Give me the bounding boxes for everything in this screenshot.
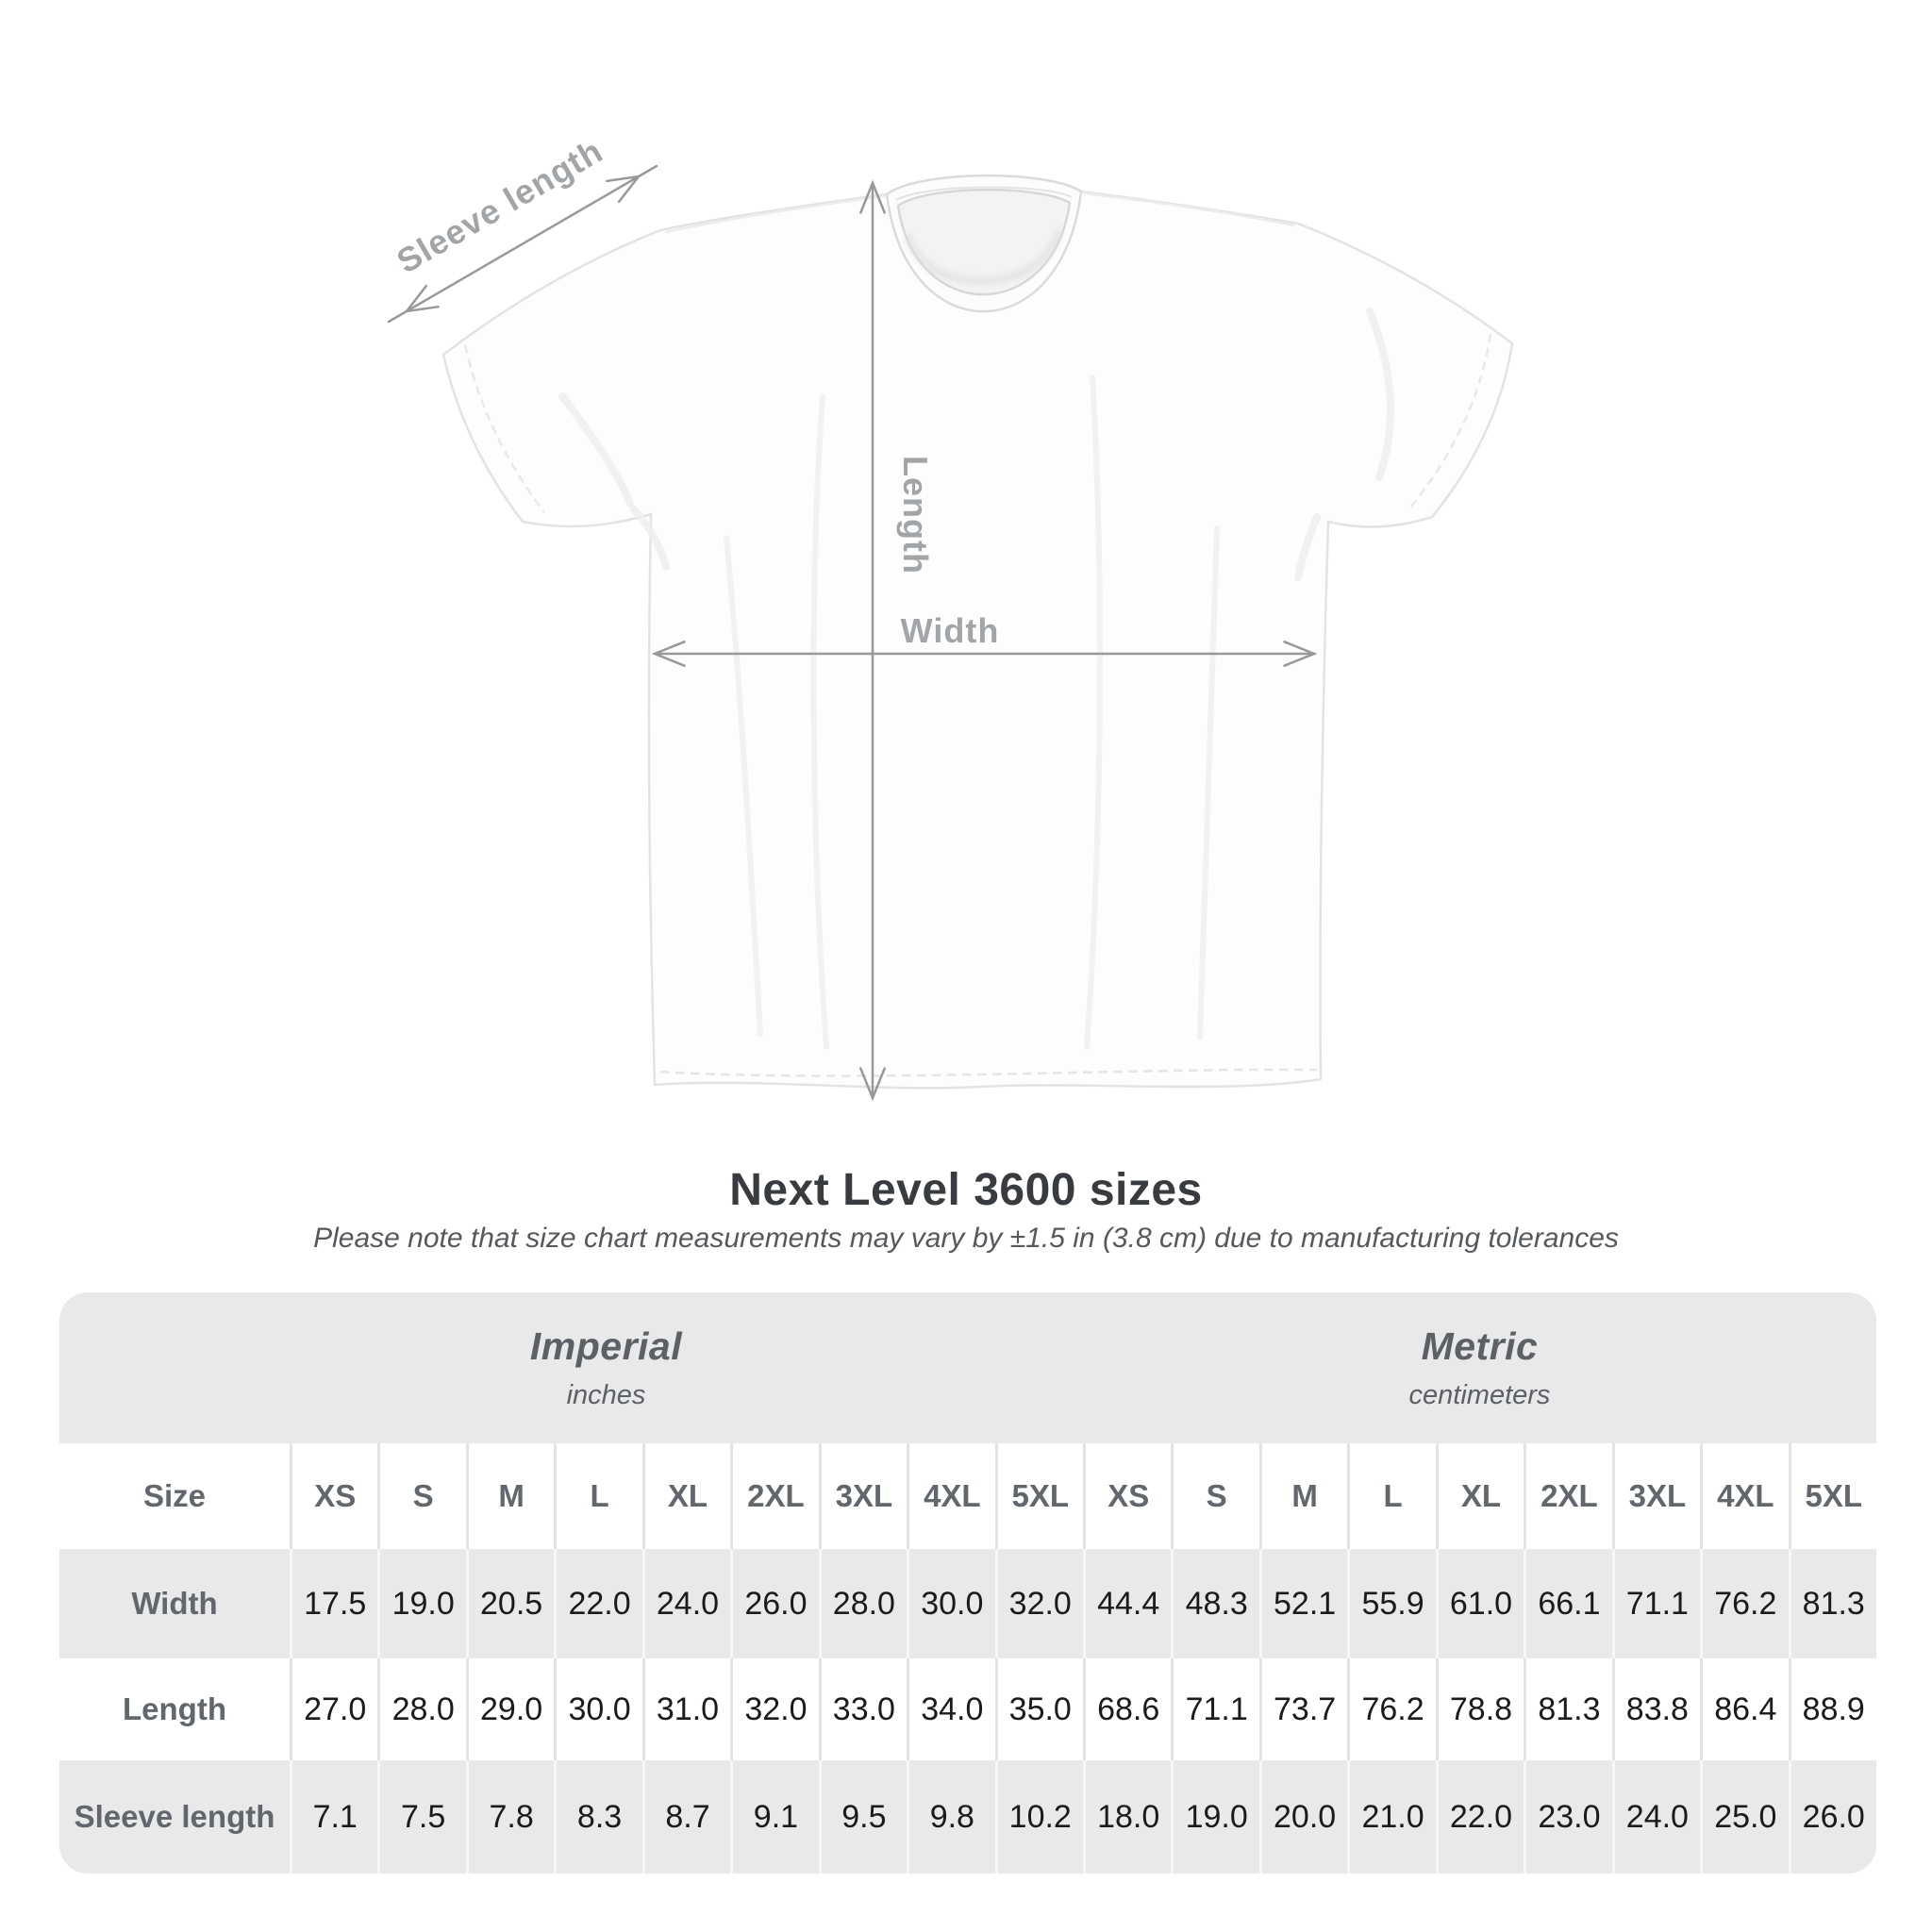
value-cell-imperial: 22.0 [554, 1549, 641, 1658]
value-cell-imperial: 31.0 [642, 1658, 730, 1760]
row-label: Width [131, 1586, 218, 1621]
value-cell-metric: 23.0 [1524, 1760, 1611, 1874]
size-col-header-metric: 3XL [1612, 1443, 1700, 1549]
value-cell-metric: 86.4 [1700, 1658, 1788, 1760]
value-cell-metric: 76.2 [1347, 1658, 1435, 1760]
value-cell-metric: 20.0 [1259, 1760, 1347, 1874]
value-cell-imperial: 9.1 [730, 1760, 818, 1874]
size-col-header-metric: 4XL [1700, 1443, 1788, 1549]
row-label: Sleeve length [74, 1799, 275, 1834]
value-cell-metric: 21.0 [1347, 1760, 1435, 1874]
metric-sublabel: centimeters [1408, 1380, 1551, 1410]
metric-label: Metric [1421, 1324, 1539, 1368]
value-cell-metric: 26.0 [1789, 1760, 1876, 1874]
size-row-header: Size [59, 1443, 290, 1549]
value-cell-imperial: 17.5 [290, 1549, 377, 1658]
size-col-header-metric: L [1347, 1443, 1435, 1549]
value-cell-metric: 68.6 [1083, 1658, 1171, 1760]
value-cell-imperial: 32.0 [730, 1658, 818, 1760]
size-col-header-metric: 5XL [1789, 1443, 1876, 1549]
size-col-header-imperial: 5XL [995, 1443, 1083, 1549]
value-cell-imperial: 24.0 [642, 1549, 730, 1658]
value-cell-imperial: 28.0 [819, 1549, 907, 1658]
value-cell-imperial: 27.0 [290, 1658, 377, 1760]
value-cell-metric: 18.0 [1083, 1760, 1171, 1874]
size-col-header-imperial: 4XL [907, 1443, 994, 1549]
size-col-header-imperial: XS [290, 1443, 377, 1549]
value-cell-metric: 22.0 [1436, 1760, 1524, 1874]
size-col-header-metric: M [1259, 1443, 1347, 1549]
value-cell-metric: 76.2 [1700, 1549, 1788, 1658]
sleeve-length-label: Sleeve length [390, 130, 609, 281]
value-cell-metric: 52.1 [1259, 1549, 1347, 1658]
page-subtitle: Please note that size chart measurements may vary by ±1.5 in (3.8 cm) due to manufacturing tolerances [313, 1223, 1619, 1254]
size-col-header-metric: XL [1436, 1443, 1524, 1549]
size-col-header-imperial: XL [642, 1443, 730, 1549]
value-cell-metric: 83.8 [1612, 1658, 1700, 1760]
size-col-header-metric: XS [1083, 1443, 1171, 1549]
imperial-sublabel: inches [566, 1380, 646, 1410]
size-col-header-imperial: 2XL [730, 1443, 818, 1549]
size-col-header-imperial: S [377, 1443, 465, 1549]
size-col-header-metric: S [1171, 1443, 1258, 1549]
value-cell-metric: 66.1 [1524, 1549, 1611, 1658]
value-cell-metric: 78.8 [1436, 1658, 1524, 1760]
value-cell-imperial: 7.1 [290, 1760, 377, 1874]
value-cell-imperial: 26.0 [730, 1549, 818, 1658]
size-col-header-imperial: M [466, 1443, 554, 1549]
size-chart-table [59, 1292, 1876, 1874]
value-cell-imperial: 32.0 [995, 1549, 1083, 1658]
value-cell-imperial: 35.0 [995, 1658, 1083, 1760]
value-cell-metric: 24.0 [1612, 1760, 1700, 1874]
value-cell-metric: 81.3 [1524, 1658, 1611, 1760]
size-col-header-metric: 2XL [1524, 1443, 1611, 1549]
size-col-header-imperial: 3XL [819, 1443, 907, 1549]
value-cell-metric: 25.0 [1700, 1760, 1788, 1874]
imperial-label: Imperial [529, 1324, 683, 1368]
value-cell-imperial: 20.5 [466, 1549, 554, 1658]
value-cell-imperial: 33.0 [819, 1658, 907, 1760]
value-cell-imperial: 34.0 [907, 1658, 994, 1760]
value-cell-metric: 88.9 [1789, 1658, 1876, 1760]
value-cell-imperial: 8.3 [554, 1760, 641, 1874]
value-cell-metric: 71.1 [1171, 1658, 1258, 1760]
row-label: Length [59, 1658, 290, 1760]
value-cell-metric: 19.0 [1171, 1760, 1258, 1874]
value-cell-imperial: 9.5 [819, 1760, 907, 1874]
size-col-header-imperial: L [554, 1443, 641, 1549]
value-cell-metric: 73.7 [1259, 1658, 1347, 1760]
imperial-unit-header [94, 1292, 1118, 1443]
value-cell-metric: 81.3 [1789, 1549, 1876, 1658]
value-cell-imperial: 29.0 [466, 1658, 554, 1760]
value-cell-metric: 61.0 [1436, 1549, 1524, 1658]
value-cell-imperial: 10.2 [995, 1760, 1083, 1874]
value-cell-imperial: 9.8 [907, 1760, 994, 1874]
value-cell-imperial: 7.5 [377, 1760, 465, 1874]
value-cell-imperial: 30.0 [907, 1549, 994, 1658]
value-cell-imperial: 8.7 [642, 1760, 730, 1874]
value-cell-metric: 55.9 [1347, 1549, 1435, 1658]
value-cell-imperial: 30.0 [554, 1658, 641, 1760]
value-cell-metric: 71.1 [1612, 1549, 1700, 1658]
length-label: Length [896, 456, 935, 575]
metric-unit-header [1083, 1292, 1876, 1443]
value-cell-metric: 48.3 [1171, 1549, 1258, 1658]
width-label: Width [900, 611, 1000, 650]
value-cell-metric: 44.4 [1083, 1549, 1171, 1658]
value-cell-imperial: 28.0 [377, 1658, 465, 1760]
value-cell-imperial: 19.0 [377, 1549, 465, 1658]
page-title: Next Level 3600 sizes [729, 1165, 1203, 1215]
value-cell-imperial: 7.8 [466, 1760, 554, 1874]
